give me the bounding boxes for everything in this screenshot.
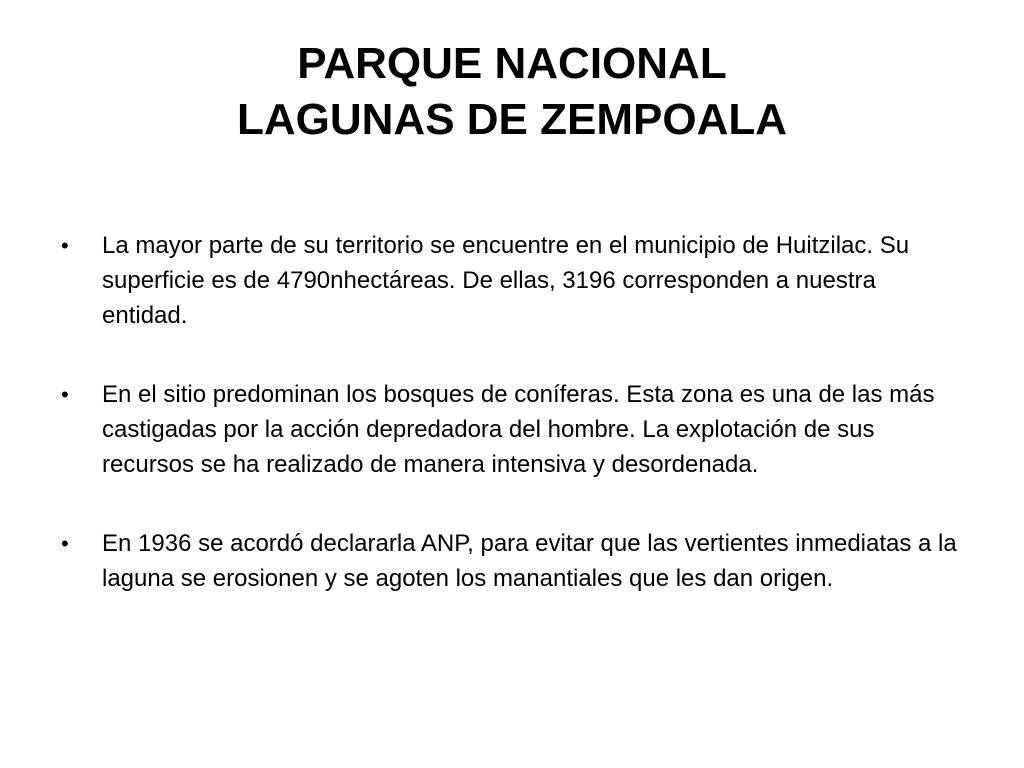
bullet-item — [58, 377, 963, 482]
bullet-item — [58, 228, 963, 333]
title-line-1: PARQUE NACIONAL — [297, 39, 727, 88]
bullet-list — [58, 228, 963, 640]
bullet-text: En el sitio predominan los bosques de coníferas. Esta zona es una de las más castigadas por la acción depredadora del hombre. La explotación de sus recursos se ha realizado de manera intensiva y desordenada. — [102, 381, 935, 478]
bullet-text: En 1936 se acordó declararla ANP, para evitar que las vertientes inmediatas a la laguna se erosionen y se agoten los manantiales que les dan origen. — [102, 530, 957, 592]
bullet-text: La mayor parte de su territorio se encuentre en el municipio de Huitzilac. Su superficie es de 4790nhectáreas. De ellas, 3196 corresponden a nuestra entidad. — [102, 232, 910, 329]
bullet-icon: • — [61, 233, 69, 258]
title-line-2: LAGUNAS DE ZEMPOALA — [237, 95, 787, 144]
bullet-icon: • — [61, 382, 69, 407]
bullet-icon: • — [61, 531, 69, 556]
slide-title — [0, 36, 1024, 148]
bullet-item — [58, 526, 963, 596]
